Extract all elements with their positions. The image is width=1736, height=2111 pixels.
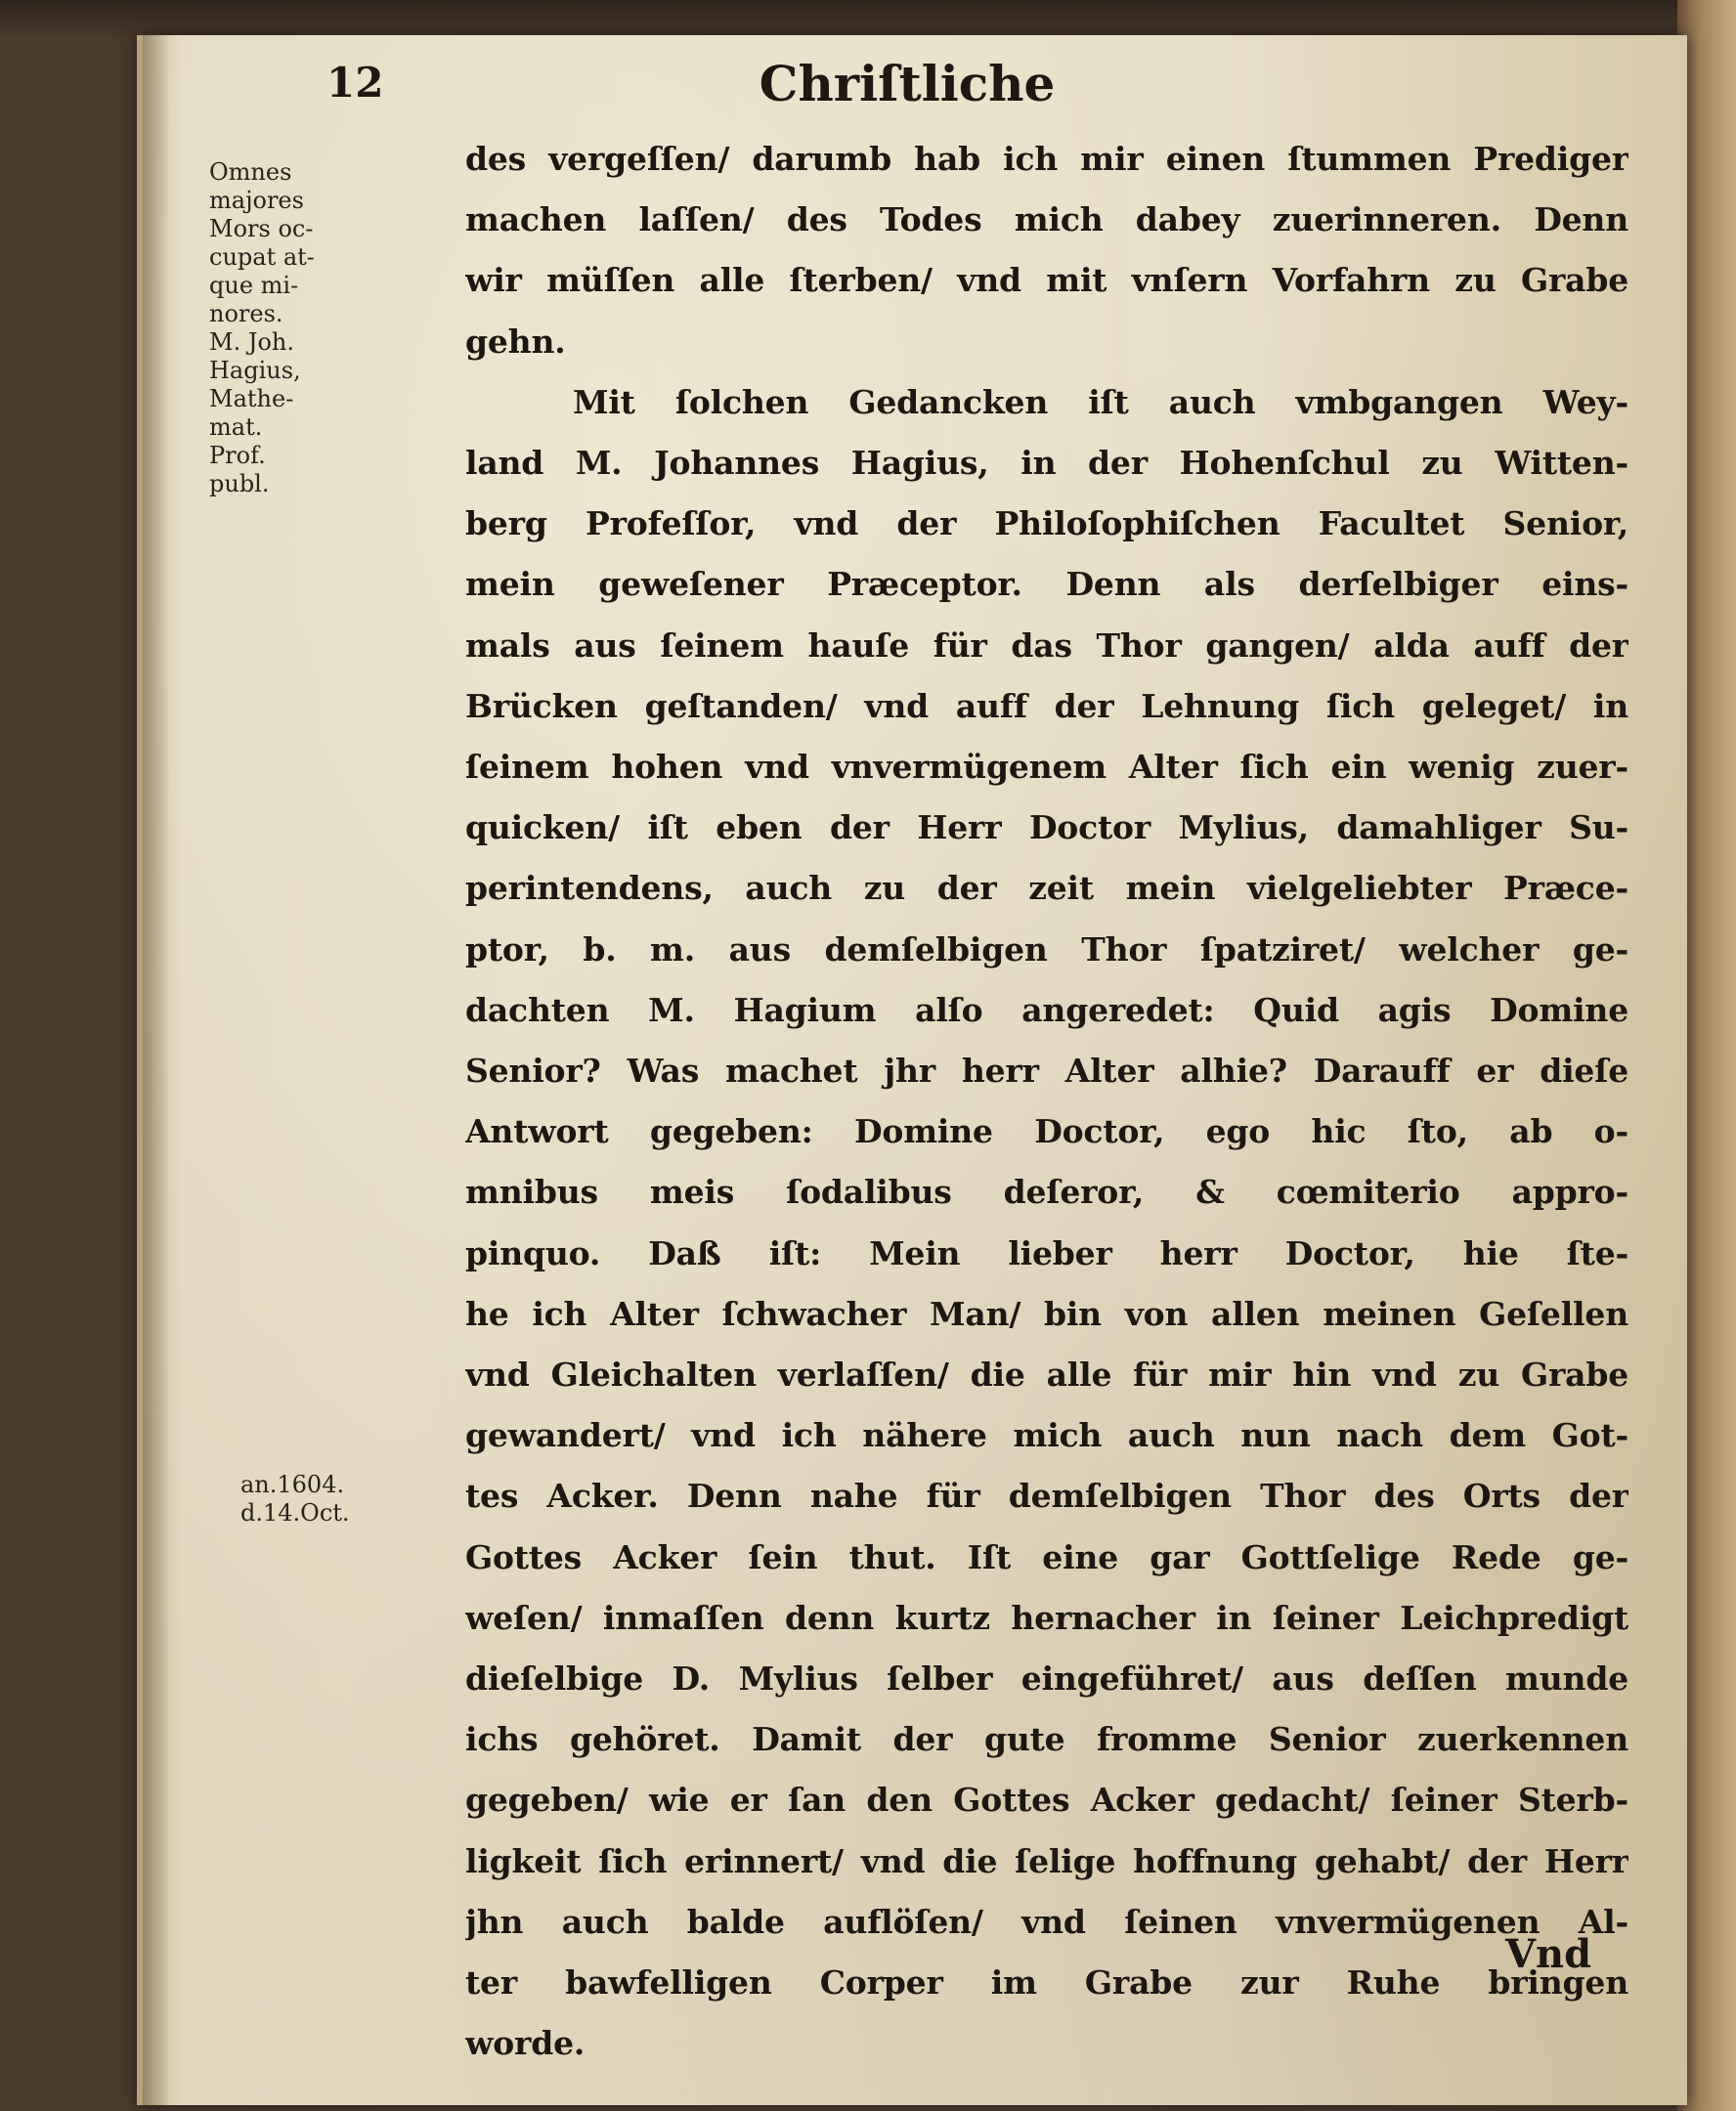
catchword: Vnd: [1505, 1931, 1592, 1977]
text-line: perintendens, auch zu der zeit mein vielgeliebter Præce-: [465, 869, 1628, 908]
margin-note-line: Omnes: [209, 158, 292, 186]
text-line: gegeben/ wie er ſan den Gottes Acker gedacht/ ſeiner Sterb-: [465, 1781, 1628, 1820]
text-line: gehn.: [465, 322, 566, 361]
text-line: Antwort gegeben: Domine Doctor, ego hic ſto, ab o-: [465, 1112, 1628, 1151]
margin-note-line: que mi-: [209, 272, 299, 299]
text-line: ter bawfelligen Corper im Grabe zur Ruhe bringen: [465, 1963, 1628, 2003]
text-line: land M. Johannes Hagius, in der Hohenſchul zu Witten-: [465, 444, 1628, 483]
text-line: worde.: [465, 2024, 586, 2063]
text-line: Gottes Acker ſein thut. Iſt eine gar Gottſelige Rede ge-: [465, 1537, 1628, 1576]
margin-note-line: d.14.Oct.: [240, 1499, 350, 1527]
text-line: jhn auch balde auflöſen/ vnd ſeinen vnvermügenen Al-: [465, 1902, 1628, 1941]
text-line: machen laſſen/ des Todes mich dabey zuerinneren. Denn: [465, 200, 1628, 239]
text-line: ichs gehöret. Damit der gute fromme Senior zuerkennen: [465, 1720, 1628, 1759]
text-line: berg Profeſſor, vnd der Philoſophiſchen Facultet Senior,: [465, 504, 1628, 543]
text-line: gewandert/ vnd ich nähere mich auch nun nach dem Got-: [465, 1416, 1628, 1455]
margin-note-line: publ.: [209, 470, 270, 497]
text-line: dachten M. Hagium alſo angeredet: Quid agis Domine: [465, 990, 1628, 1029]
running-head: Chriſtliche: [759, 55, 1056, 112]
text-line: Mit ſolchen Gedancken iſt auch vmbgangen Wey-: [573, 382, 1628, 421]
text-line: tes Acker. Denn nahe für demſelbigen Thor des Orts der: [465, 1477, 1628, 1516]
margin-note-line: Mors oc-: [209, 215, 314, 242]
text-line: ſeinem hohen vnd vnvermügenem Alter ſich ein wenig zuer-: [465, 748, 1628, 787]
text-line: Brücken geſtanden/ vnd auff der Lehnung ſich geleget/ in: [465, 686, 1628, 725]
margin-note-line: cupat at-: [209, 243, 315, 271]
page-number: 12: [326, 59, 384, 107]
text-line: dieſelbige D. Mylius ſelber eingeführet/ aus deſſen munde: [465, 1659, 1628, 1699]
text-line: quicken/ iſt eben der Herr Doctor Mylius, damahliger Su-: [465, 808, 1628, 847]
page-gutter-shadow: [143, 35, 170, 2105]
text-line: Senior? Was machet jhr herr Alter alhie? Darauff er dieſe: [465, 1052, 1628, 1091]
text-line: he ich Alter ſchwacher Man/ bin von allen meinen Geſellen: [465, 1294, 1628, 1333]
margin-note-line: M. Joh.: [209, 328, 294, 356]
scan-backdrop-top: [0, 0, 1736, 39]
margin-note-line: Mathe-: [209, 385, 294, 412]
text-line: mnibus meis ſodalibus deſeror, & cœmiterio appro-: [465, 1173, 1628, 1212]
text-line: ptor, b. m. aus demſelbigen Thor ſpatziret/ welcher ge-: [465, 929, 1628, 969]
text-line: vnd Gleichalten verlaſſen/ die alle für mir hin vnd zu Grabe: [465, 1356, 1628, 1395]
text-line: pinquo. Daß iſt: Mein lieber herr Doctor, hie ſte-: [465, 1233, 1628, 1272]
text-line: ligkeit ſich erinnert/ vnd die ſelige hoffnung gehabt/ der Herr: [465, 1841, 1628, 1880]
margin-note-line: nores.: [209, 300, 283, 327]
margin-note-line: Prof.: [209, 442, 266, 469]
text-line: mein geweſener Præceptor. Denn als derſelbiger eins-: [465, 565, 1628, 604]
body-text: [465, 129, 1628, 2075]
text-line: mals aus ſeinem hauſe für das Thor gangen/ alda auff der: [465, 625, 1628, 665]
margin-note-line: Hagius,: [209, 357, 301, 384]
text-line: wir müſſen alle ſterben/ vnd mit vnſern Vorfahrn zu Grabe: [465, 261, 1628, 300]
margin-note-line: majores: [209, 187, 304, 214]
text-line: des vergeſſen/ darumb hab ich mir einen ſtummen Prediger: [465, 140, 1628, 178]
margin-note-top: [209, 158, 315, 498]
margin-note-date: [240, 1471, 350, 1528]
margin-note-line: an.1604.: [240, 1471, 345, 1498]
text-line: weſen/ inmaſſen denn kurtz hernacher in ſeiner Leichpredigt: [465, 1598, 1628, 1637]
margin-note-line: mat.: [209, 413, 263, 441]
